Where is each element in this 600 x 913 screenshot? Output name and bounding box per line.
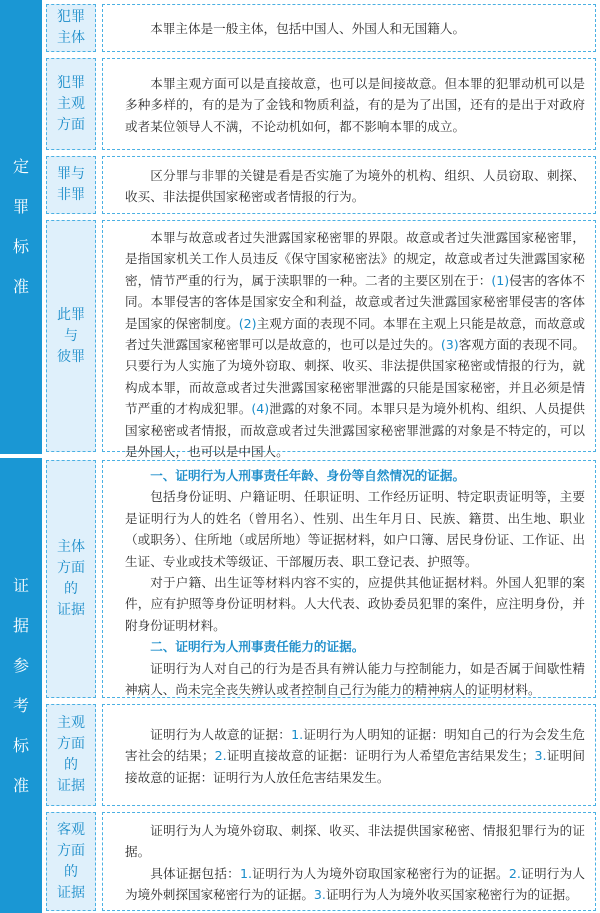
label-this-vs-that-crime bbox=[46, 220, 96, 452]
band-char: 罪 bbox=[12, 197, 29, 216]
label-crime-subjective bbox=[46, 58, 96, 150]
label-line: 方面 bbox=[57, 842, 85, 859]
label-line: 此罪 bbox=[57, 306, 85, 323]
band-char: 准 bbox=[12, 775, 29, 795]
label-line: 证据 bbox=[57, 884, 85, 901]
section-heading: 一、证明行为人刑事责任年龄、身份等自然情况的证据。 bbox=[150, 468, 466, 483]
band-char: 标 bbox=[12, 735, 29, 755]
label-crime-subject bbox=[46, 4, 96, 52]
band-char: 定 bbox=[12, 157, 29, 176]
text-run: 证明行为人为境外窃取国家秘密行为的证据。 bbox=[252, 865, 509, 881]
paragraph: 本罪主观方面可以是直接故意，也可以是间接故意。但本罪的犯罪动机可以是多种多样的，有的是为了金钱和物质利益，有的是为了出国，还有的是出于对政府或者某位领导人不满，不论动机如何，都不影响本罪的成立。 bbox=[125, 75, 585, 134]
content-crime-subject bbox=[102, 4, 596, 52]
label-subjective-evidence bbox=[46, 704, 96, 806]
text-run: 泄露的对象不同。本罪只是为境外机构、组织、人员提供国家秘密或者情报，而故意或者过失泄露国家秘密罪泄露的对象是不特定的，可以是外国人，也可以是中国人。 bbox=[125, 401, 586, 460]
paragraph: 证明行为人对自己的行为是否具有辨认能力与控制能力，如是否属于间歇性精神病人、尚未完全丧失辨认或者控制自己行为能力的精神病人的证明材料。 bbox=[125, 660, 585, 698]
item-number: (2) bbox=[238, 315, 257, 331]
text-run: 侵害的客体不同。本罪侵害的客体是国家安全和利益，故意或者过失泄露国家秘密罪侵害的客体是国家的保密制度。 bbox=[125, 272, 586, 331]
band-conviction-standard bbox=[0, 0, 42, 454]
text-run: 证明行为人为境外收买国家秘密行为的证据。 bbox=[325, 886, 578, 902]
text-run: 证明行为人明知的证据：明知自己的行为会发生危害社会的结果； bbox=[125, 726, 586, 764]
item-number: 3. bbox=[534, 748, 547, 764]
text-run: 本罪与故意或者过失泄露国家秘密罪的界限。故意或者过失泄露国家秘密罪，是指国家机关工作人员违反《保守国家秘密法》的规定，故意或者过失泄露国家秘密，情节严重的行为，属于渎职罪的一种。二者的主要区别在于： bbox=[125, 230, 585, 288]
item-number: (1) bbox=[491, 272, 510, 288]
label-line: 的 bbox=[64, 581, 78, 597]
band-char: 据 bbox=[12, 615, 29, 635]
label-line: 彼罪 bbox=[57, 348, 85, 365]
text-run: 证明直接故意的证据：证明行为人希望危害结果发生； bbox=[226, 748, 535, 764]
band-char: 参 bbox=[12, 655, 29, 675]
paragraph bbox=[125, 863, 585, 906]
band-char: 标 bbox=[12, 237, 29, 256]
label-crime-or-not bbox=[46, 156, 96, 214]
label-line: 罪与 bbox=[57, 166, 85, 182]
content-subject-evidence bbox=[102, 460, 596, 698]
text-run: 证明行为人故意的证据： bbox=[150, 726, 292, 742]
item-number: (4) bbox=[251, 401, 270, 417]
label-line: 主观 bbox=[57, 95, 85, 112]
label-subject-evidence bbox=[46, 460, 96, 698]
paragraph: 对于户籍、出生证等材料内容不实的，应提供其他证据材料。外国人犯罪的案件，应有护照等身份证明材料。人大代表、政协委员犯罪的案件，应注明身份，并附身份证明材料。 bbox=[125, 575, 585, 633]
text-run: 主观方面的表现不同。本罪在主观上只能是故意，而故意或者过失泄露国家秘密罪可以是故意的，也可以是过失的。 bbox=[125, 315, 586, 353]
paragraph: 包括身份证明、户籍证明、任职证明、工作经历证明、特定职责证明等，主要是证明行为人的姓名（曾用名）、性别、出生年月日、民族、籍贯、出生地、职业（或职务）、住所地（或居所地）等证据材料，如户口簿、居民身份证、工作证、出生证、专业或技术等级证、干部履历表、职工登记表、护照等。 bbox=[125, 489, 585, 569]
label-line: 主体 bbox=[57, 539, 85, 555]
label-line: 犯罪 bbox=[57, 74, 85, 91]
band-char: 准 bbox=[12, 277, 29, 296]
label-line: 方面 bbox=[57, 116, 85, 133]
text-run: 证明间接故意的证据：证明行为人放任危害结果发生。 bbox=[125, 748, 586, 785]
label-line: 方面 bbox=[57, 560, 85, 576]
item-number: 2. bbox=[508, 865, 521, 881]
paragraph bbox=[125, 227, 585, 462]
label-line: 的 bbox=[64, 757, 78, 773]
label-line: 主观 bbox=[57, 715, 85, 731]
label-line: 证据 bbox=[57, 602, 85, 618]
text-run: 具体证据包括： bbox=[150, 865, 240, 881]
paragraph: 本罪主体是一般主体，包括中国人、外国人和无国籍人。 bbox=[150, 21, 466, 37]
label-line: 证据 bbox=[57, 778, 85, 794]
label-line: 客观 bbox=[57, 821, 85, 838]
content-crime-subjective bbox=[102, 58, 596, 150]
item-number: 2. bbox=[214, 748, 227, 764]
content-crime-or-not bbox=[102, 156, 596, 214]
label-line: 方面 bbox=[57, 736, 85, 752]
label-line: 犯罪 bbox=[57, 9, 85, 25]
content-objective-evidence bbox=[102, 812, 596, 911]
paragraph: 证明行为人为境外窃取、刺探、收买、非法提供国家秘密、情报犯罪行为的证据。 bbox=[125, 822, 585, 860]
item-number: (3) bbox=[440, 337, 459, 353]
band-evidence-standard bbox=[0, 458, 42, 913]
content-subjective-evidence bbox=[102, 704, 596, 806]
text-run: 客观方面的表现不同。只要行为人实施了为境外窃取、刺探、收买、非法提供国家秘密或情报的行为，就构成本罪，而故意或者过失泄露国家秘密罪泄露的只能是国家秘密，并且必须是情节严重的才构成犯罪。 bbox=[125, 337, 586, 417]
label-objective-evidence bbox=[46, 812, 96, 911]
paragraph bbox=[125, 724, 585, 788]
text-run: 证明行为人为境外刺探国家秘密行为的证据。 bbox=[125, 865, 586, 902]
paragraph: 区分罪与非罪的关键是看是否实施了为境外的机构、组织、人员窃取、刺探、收买、非法提供国家秘密或者情报的行为。 bbox=[125, 167, 585, 204]
band-char: 证 bbox=[12, 575, 29, 595]
label-line: 非罪 bbox=[57, 187, 85, 203]
band-char: 考 bbox=[12, 695, 29, 715]
item-number: 1. bbox=[240, 865, 253, 881]
label-line: 的 bbox=[64, 863, 78, 880]
item-number: 3. bbox=[313, 886, 326, 902]
content-this-vs-that-crime bbox=[102, 220, 596, 460]
section-heading: 二、证明行为人刑事责任能力的证据。 bbox=[150, 639, 365, 655]
item-number: 1. bbox=[291, 726, 304, 742]
label-line: 主体 bbox=[57, 30, 85, 46]
label-line: 与 bbox=[64, 327, 78, 344]
